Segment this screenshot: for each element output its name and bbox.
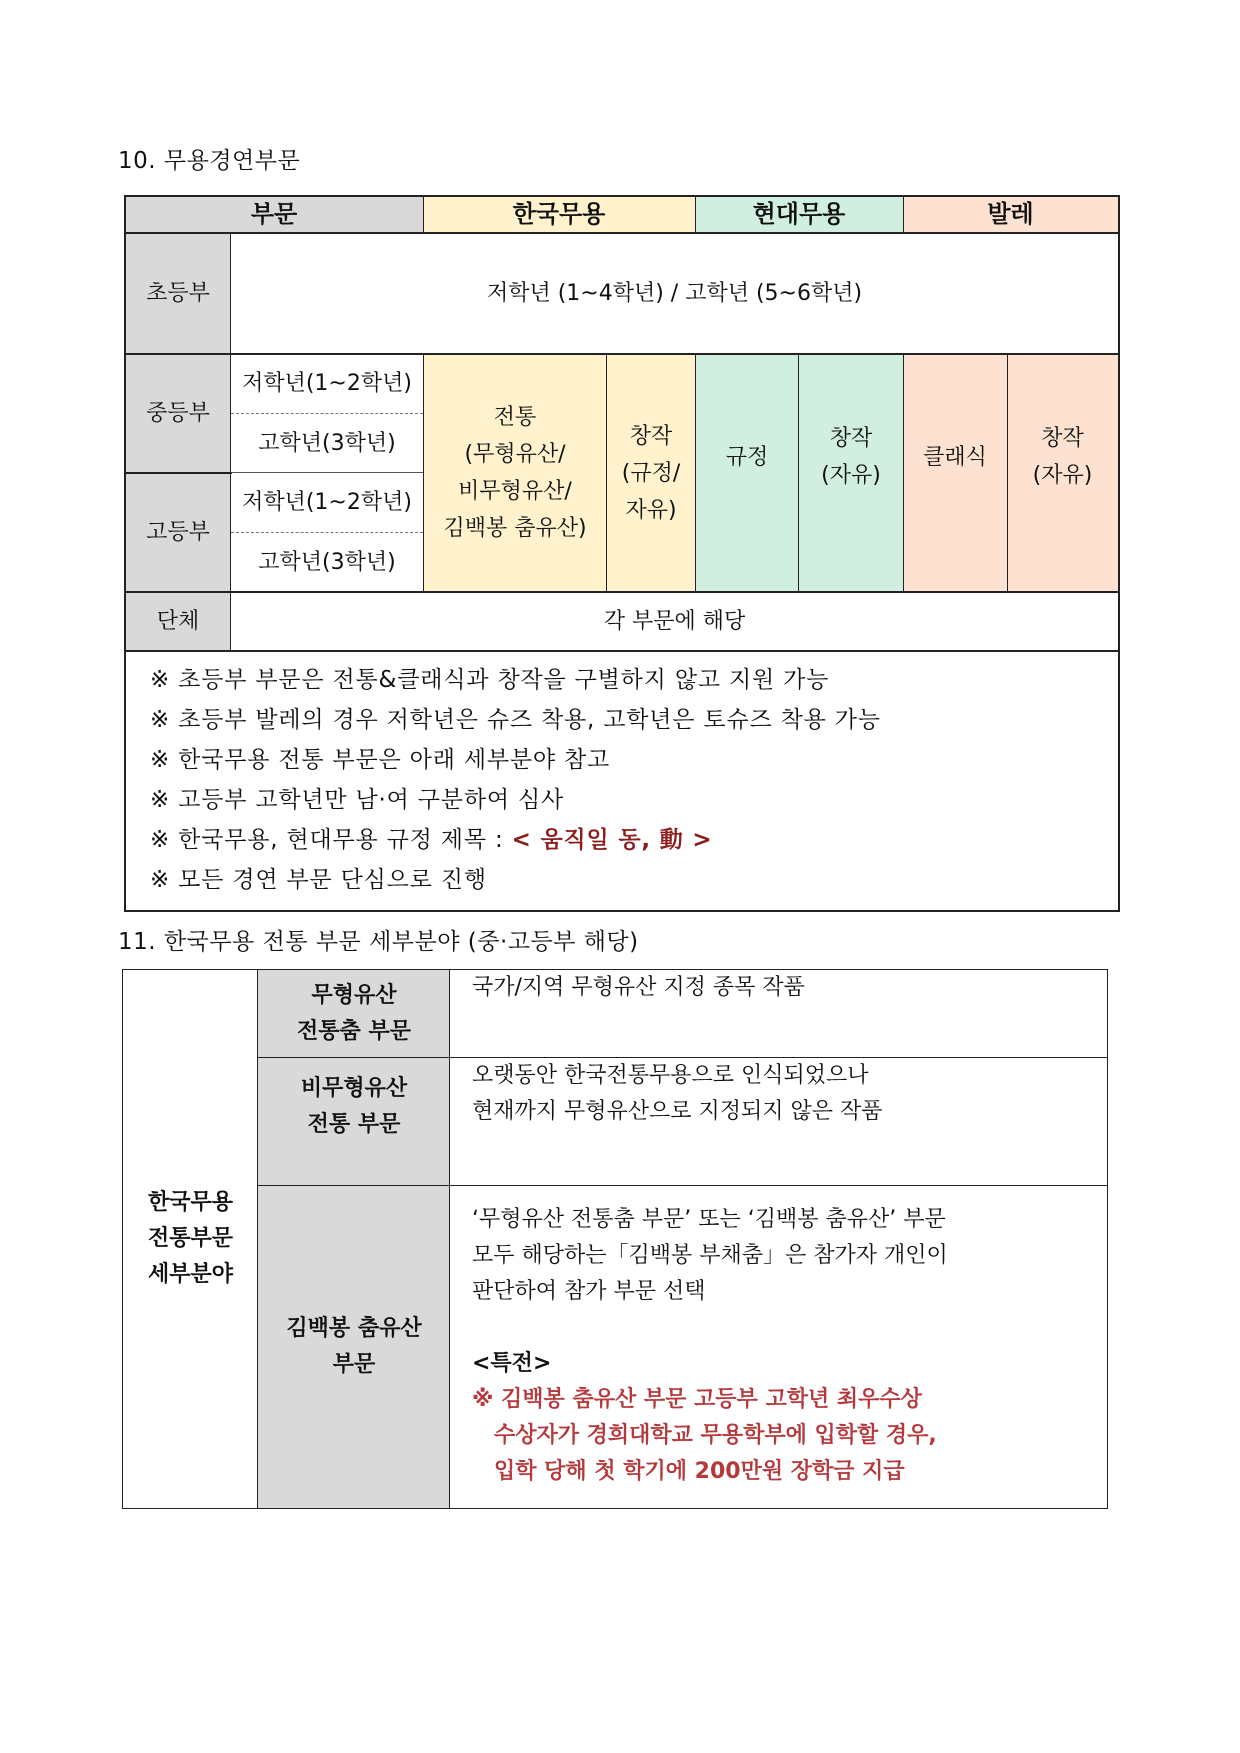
note-item: ※ 초등부 부문은 전통&클래식과 창작을 구별하지 않고 지원 가능 <box>150 667 830 693</box>
note-title-prefix: ※ 한국무용, 현대무용 규정 제목 : <box>150 827 512 853</box>
label-group: 단체 <box>125 592 231 651</box>
label-elementary: 초등부 <box>125 233 231 354</box>
note-item: ※ 초등부 발레의 경우 저학년은 슈즈 착용, 고학년은 토슈즈 착용 가능 <box>150 707 881 733</box>
header-korean-dance: 한국무용 <box>423 196 695 233</box>
special-line: 수상자가 경희대학교 무용학부에 입학할 경우, <box>494 1423 937 1448</box>
category-line: 김백봉 춤유산) <box>443 516 587 541</box>
category-line: (규정/ <box>621 460 681 486</box>
subfield-name <box>258 970 450 1058</box>
desc-line: 모두 해당하는「김백봉 부채춤」은 참가자 개인이 <box>472 1243 948 1268</box>
subfield-name-line: 전통춤 부문 <box>297 1019 411 1044</box>
note-item: ※ 고등부 고학년만 남·여 구분하여 심사 <box>150 787 565 813</box>
elementary-content: 저학년 (1~4학년) / 고학년 (5~6학년) <box>486 281 863 306</box>
note-item: ※ 모든 경연 부문 단심으로 진행 <box>150 867 487 893</box>
category-line: 창작 <box>829 426 873 451</box>
header-ballet: 발레 <box>903 196 1118 233</box>
category-line: (자유) <box>821 463 881 488</box>
desc-line: 현재까지 무형유산으로 지정되지 않은 작품 <box>472 1099 883 1124</box>
middle-high-grade: 고학년(3학년) <box>258 430 396 456</box>
subfield-name-line: 무형유산 <box>311 983 397 1008</box>
modern-regulation-category: 규정 <box>695 354 799 592</box>
subfield-name-line: 전통 부문 <box>307 1112 401 1137</box>
special-title: <특전> <box>472 1351 552 1376</box>
note-item: ※ 한국무용 전통 부문은 아래 세부분야 참고 <box>150 747 611 773</box>
side-label-line: 전통부문 <box>147 1226 233 1251</box>
subfield-desc <box>450 970 1107 1058</box>
subfield-desc <box>450 1058 1107 1186</box>
category-line: 전통 <box>493 405 537 430</box>
desc-line: 판단하여 참가 부문 선택 <box>472 1279 706 1304</box>
category-line: 비무형유산/ <box>458 479 572 504</box>
desc-line: 국가/지역 무형유산 지정 종목 작품 <box>472 975 805 1000</box>
header-division: 부문 <box>125 196 423 233</box>
desc-line: ‘무형유산 전통춤 부문’ 또는 ‘김백봉 춤유산’ 부문 <box>472 1207 946 1232</box>
subfield-name-line: 비무형유산 <box>300 1076 408 1101</box>
category-line: 자유) <box>625 497 677 523</box>
side-label-line: 세부분야 <box>147 1262 233 1287</box>
ballet-classic-category: 클래식 <box>903 354 1007 592</box>
header-modern-dance: 현대무용 <box>695 196 903 233</box>
subfield-desc <box>450 1186 1107 1508</box>
high-low-grade: 저학년(1~2학년) <box>242 490 412 515</box>
desc-line: 오랫동안 한국전통무용으로 인식되었으나 <box>472 1063 869 1088</box>
label-high: 고등부 <box>125 473 231 592</box>
special-line: ※ 김백봉 춤유산 부문 고등부 고학년 최우수상 <box>472 1387 922 1412</box>
subfield-name-line: 부문 <box>332 1352 376 1377</box>
middle-low-grade: 저학년(1~2학년) <box>242 371 412 396</box>
group-content: 각 부문에 해당 <box>603 609 746 634</box>
side-label-line: 한국무용 <box>147 1190 233 1215</box>
category-line: 창작 <box>1041 426 1084 451</box>
subfield-name <box>258 1058 450 1186</box>
subfield-name <box>258 1186 450 1508</box>
label-middle: 중등부 <box>125 354 231 473</box>
section11-heading: 11. 한국무용 전통 부문 세부분야 (중·고등부 해당) <box>118 929 639 955</box>
section10-heading: 10. 무용경연부문 <box>118 148 301 174</box>
category-line: 창작 <box>629 423 673 449</box>
subfield-name-line: 김백봉 춤유산 <box>286 1316 422 1341</box>
special-line: 입학 당해 첫 학기에 200만원 장학금 지급 <box>494 1459 905 1484</box>
high-high-grade: 고학년(3학년) <box>258 549 396 575</box>
side-label <box>123 970 258 1508</box>
category-line: (자유) <box>1032 463 1093 488</box>
category-line: (무형유산/ <box>464 442 566 467</box>
regulation-title: < 움직일 동, 動 > <box>511 827 713 853</box>
